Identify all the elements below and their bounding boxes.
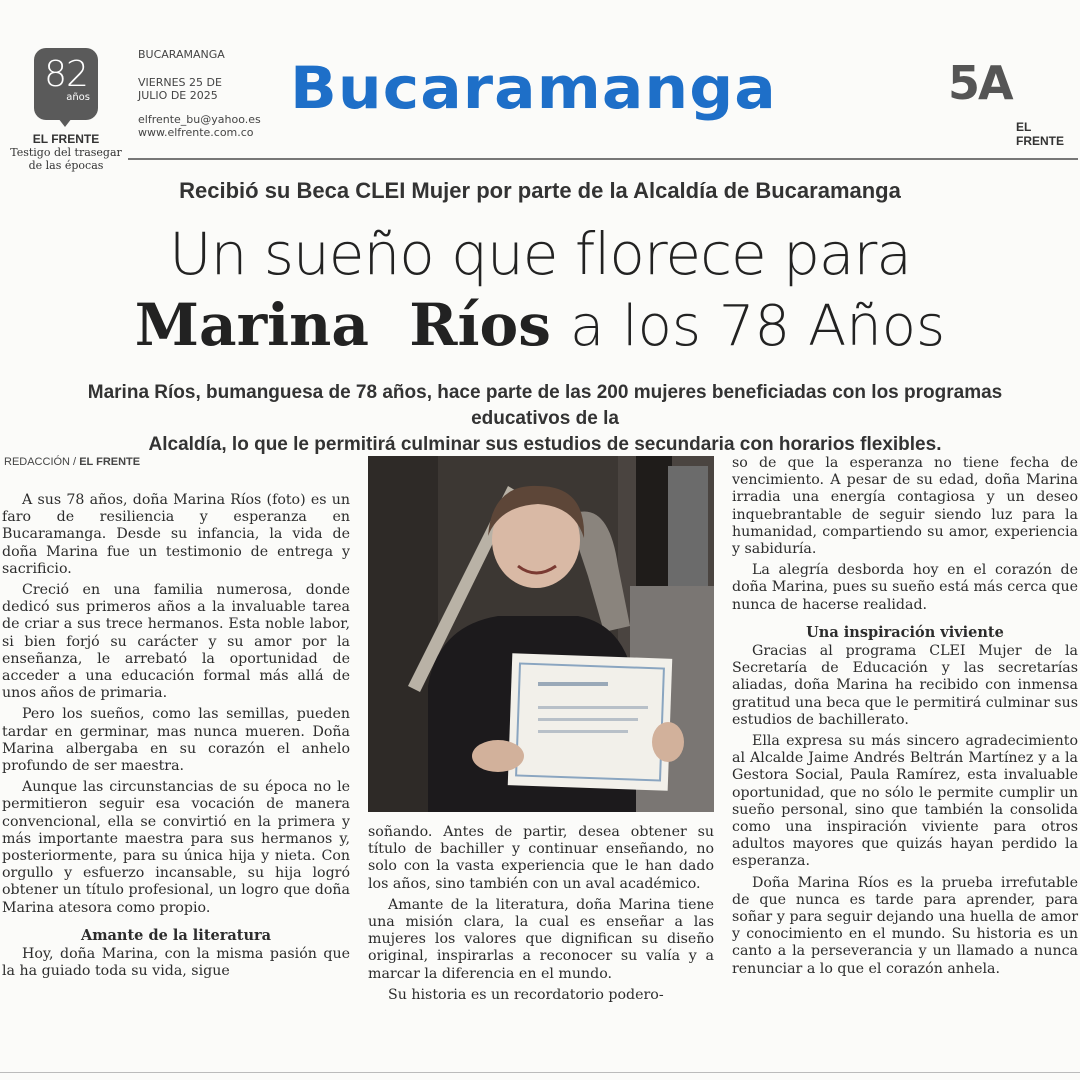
masthead-date-line1: VIERNES 25 DE <box>138 76 222 89</box>
article-column-3 <box>732 455 1078 982</box>
page-number: 5A <box>948 56 1012 110</box>
paragraph: so de que la esperanza no tiene fecha de vencimiento. A pesar de su edad, doña Marina irradia una energía contagiosa y un deseo inquebrantable de seguir siendo luz para la humanidad, compartiendo su amor, experiencia y sabiduría. <box>732 455 1078 558</box>
logo-slogan <box>0 146 132 172</box>
paragraph: La alegría desborda hoy en el corazón de doña Marina, pues su sueño está más cerca que nunca de hacerse realidad. <box>732 562 1078 613</box>
logo-newspaper-name: EL FRENTE <box>32 132 100 146</box>
masthead-website: www.elfrente.com.co <box>138 126 254 139</box>
paragraph: Pero los sueños, como las semillas, pueden tardar en germinar, mas nunca mueren. Doña Marina albergaba en su corazón el anhelo profundo de ser maestra. <box>2 706 350 775</box>
paragraph: Aunque las circunstancias de su época no le permitieron seguir esa vocación de manera convencional, ella se convirtió en la primera y más importante maestra para sus hermanos y, posteriormente, para su única hija y nieta. Con orgullo y esfuerzo incansable, su hija logró obtener un título profesional, un logro que doña Marina atesora como propio. <box>2 779 350 916</box>
masthead-date-line2: JULIO DE 2025 <box>138 89 218 102</box>
byline <box>4 456 140 468</box>
headline-rest: a los 78 Años <box>569 294 946 359</box>
section-title: Bucaramanga <box>290 54 777 122</box>
paragraph: Creció en una familia numerosa, donde dedicó sus primeros años a la invaluable tarea de criar a sus trece hermanos. Esta noble labor, si bien forjó su carácter y su amor por la enseñanza, le arrebató la oportunidad de acceder a una educación formal más allá de unos años de primaria. <box>2 582 350 702</box>
paragraph: Hoy, doña Marina, con la misma pasión que la ha guiado toda su vida, sigue <box>2 946 350 980</box>
subheading: Una inspiración viviente <box>806 623 1004 641</box>
logo-slogan-line2: de las épocas <box>28 159 104 172</box>
subheading: Amante de la literatura <box>80 926 272 944</box>
article-column-1 <box>2 492 350 984</box>
byline-source: EL FRENTE <box>79 456 141 468</box>
article-kicker: Recibió su Beca CLEI Mujer por parte de la Alcaldía de Bucaramanga <box>179 178 901 203</box>
headline-line2 <box>0 290 1080 360</box>
logo-badge-tail <box>58 118 72 127</box>
paragraph: Doña Marina Ríos es la prueba irrefutable de que nunca es tarde para aprender, para soñar y para seguir dejando una huella de amor y conocimiento en el mundo. Su historia es un canto a la perseverancia y un llamado a nunca renunciar a lo que el corazón anhela. <box>732 874 1078 977</box>
article-column-2 <box>368 824 714 1008</box>
paragraph: Ella expresa su más sincero agradecimiento al Alcalde Jaime Andrés Beltrán Martínez y a la Gestora Social, Paula Ramírez, esta invaluable oportunidad, que no sólo le permite cumplir un sueño personal, sino que también la consolida como una inspiración viviente para otros adultos mayores que quizás hayan perdido la esperanza. <box>732 733 1078 870</box>
logo-years-label: años <box>66 92 90 103</box>
masthead-divider <box>128 158 1078 160</box>
logo-slogan-line1: Testigo del trasegar <box>10 146 122 159</box>
paragraph: Gracias al programa CLEI Mujer de la Secretaría de Educación y las secretarías aliadas, doña Marina ha recibido con inmensa gratitud una beca que le permitirá culminar sus estudios de bachillerato. <box>732 643 1078 728</box>
headline-line1: Un sueño que florece para <box>169 220 911 288</box>
masthead-city: BUCARAMANGA <box>138 48 225 61</box>
masthead-email: elfrente_bu@yahoo.es <box>138 113 261 126</box>
page-brand: EL FRENTE <box>1016 120 1064 148</box>
logo-anniversary-number: 82 <box>44 54 88 95</box>
article-photo <box>368 456 714 812</box>
article-lede <box>70 380 1020 458</box>
photo-illustration <box>368 456 714 812</box>
footer-divider <box>0 1072 1080 1073</box>
headline-name: Marina Ríos <box>134 291 551 359</box>
lede-line2: Alcaldía, lo que le permitirá culminar sus estudios de secundaria con horarios flexibles. <box>148 434 942 455</box>
paragraph: soñando. Antes de partir, desea obtener su título de bachiller y continuar enseñando, no solo con la vasta experiencia que le han dado los años, sino también con un aval académico. <box>368 824 714 892</box>
byline-label: REDACCIÓN / <box>4 456 80 468</box>
newspaper-logo-badge <box>34 48 98 120</box>
lede-line1: Marina Ríos, bumanguesa de 78 años, hace parte de las 200 mujeres beneficiadas con los programas educativos de la <box>87 382 1003 429</box>
paragraph: A sus 78 años, doña Marina Ríos (foto) es un faro de resiliencia y esperanza en Bucaramanga. Desde su infancia, la vida de doña Marina fue un testimonio de entrega y sacrificio. <box>2 492 350 577</box>
paragraph: Amante de la literatura, doña Marina tiene una misión clara, la cual es enseñar a las mujeres los valores que dignifican su diseño original, inspirarlas a reconocer su valía y a marcar la diferencia en el mundo. <box>368 896 714 982</box>
paragraph: Su historia es un recordatorio podero- <box>388 986 664 1003</box>
